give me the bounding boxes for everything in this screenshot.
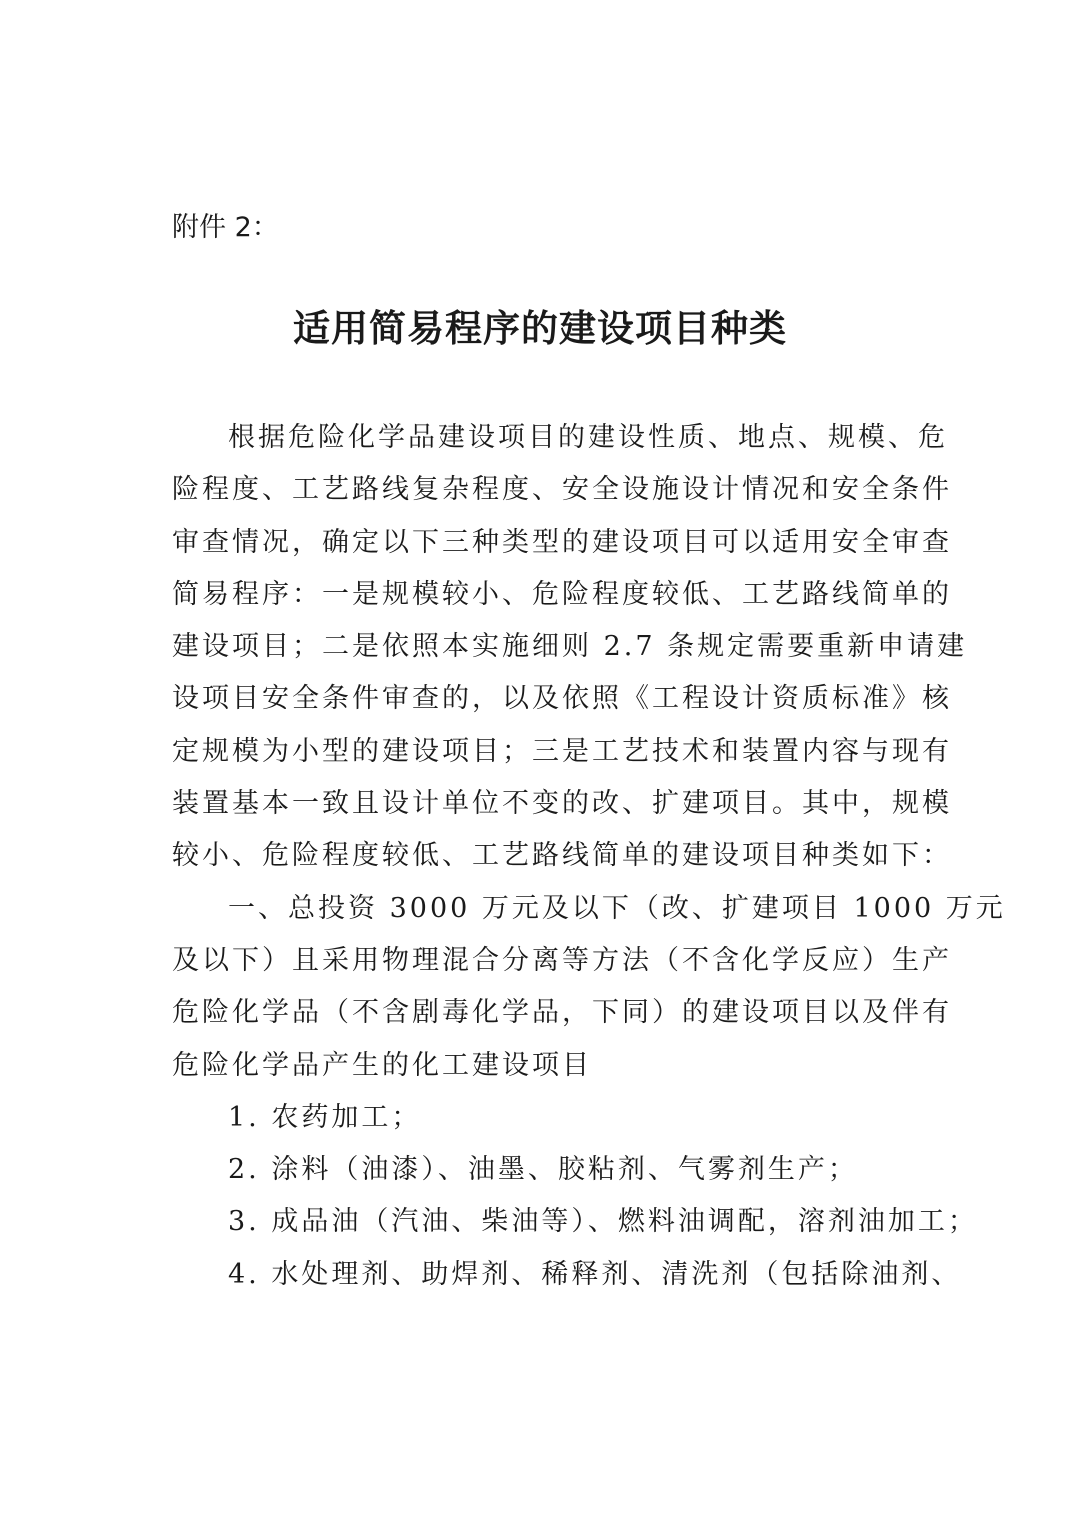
body-line: 定规模为小型的建设项目；三是工艺技术和装置内容与现有 [172,735,952,767]
body-line: 建设项目；二是依照本实施细则 2.7 条规定需要重新申请建 [172,631,968,663]
body-line: 装置基本一致且设计单位不变的改、扩建项目。其中，规模 [172,788,952,820]
list-item: 3. 成品油（汽油、柴油等）、燃料油调配，溶剂油加工； [228,1206,978,1238]
list-item: 1. 农药加工； [228,1101,422,1133]
body-line: 简易程序：一是规模较小、危险程度较低、工艺路线简单的 [172,578,952,610]
list-item: 4. 水处理剂、助焊剂、稀释剂、清洗剂（包括除油剂、 [228,1258,962,1290]
body-line: 审查情况，确定以下三种类型的建设项目可以适用安全审查 [172,526,952,558]
body-line: 危险化学品产生的化工建设项目 [172,1049,592,1081]
body-line: 根据危险化学品建设项目的建设性质、地点、规模、危 [228,422,948,453]
document-body [172,412,1006,1301]
body-line: 危险化学品（不含剧毒化学品，下同）的建设项目以及伴有 [172,997,952,1029]
attachment-label: 附件 2： [172,212,279,243]
document-title: 适用简易程序的建设项目种类 [293,306,787,350]
body-line: 设项目安全条件审查的，以及依照《工程设计资质标准》核 [172,683,952,715]
body-line: 及以下）且采用物理混合分离等方法（不含化学反应）生产 [172,944,952,976]
list-item: 2. 涂料（油漆）、油墨、胶粘剂、气雾剂生产； [228,1154,858,1186]
body-line: 险程度、工艺路线复杂程度、安全设施设计情况和安全条件 [172,474,952,506]
body-line: 较小、危险程度较低、工艺路线简单的建设项目种类如下： [172,840,952,872]
body-line: 一、总投资 3000 万元及以下（改、扩建项目 1000 万元 [228,892,1006,924]
